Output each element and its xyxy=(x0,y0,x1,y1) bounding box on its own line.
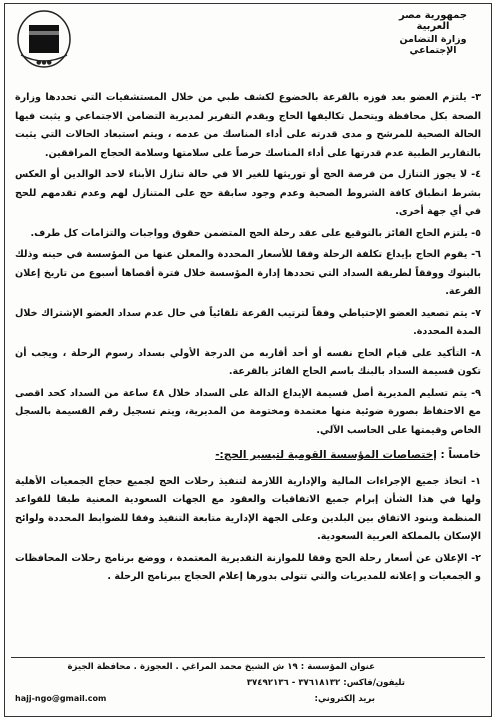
clause-3: ٣- يلتزم العضو بعد فوزه بالقرعة بالخضوع لكشف طبي من خلال المستشفيات التي تحددها وزارة الصحة بكل محافظة ويتحمل تكاليفها الحاج ويقدم التقرير لمديرية التضامن الاجتماعي و يثبت فيها الحالة الصحية للمرشح و مدى قدرته على أداء المناسك من عدمه ، ويتم استبعاد الحالات التي يثبت بالتقارير الطبية عدم قدرتها على أداء المناسك حرصاً على سلامتها وسلامة الحجاج المرافقين. xyxy=(15,92,481,159)
page-footer xyxy=(11,657,485,712)
footer-email-label: بريد إلكتروني: xyxy=(314,694,375,704)
letterhead xyxy=(383,10,483,56)
footer-phones: تليفون/فاكس: ٣٧٦١٨١٣٢ - ٣٧٤٩٢١٣٦ xyxy=(246,678,405,688)
footer-address: عنوان المؤسسة : ١٩ ش الشيخ محمد المراغي . العجوزة . محافظة الجيزة xyxy=(67,662,375,672)
clause-8: ٨- التأكيد على قيام الحاج نفسه أو أحد أقاربه من الدرجة الأولي بسداد رسوم الرحلة ، ويجب أن تكون قسيمة السداد بالبنك باسم الحاج الفائز بالقرعة. xyxy=(15,347,481,377)
section-prefix: خامساً : xyxy=(440,449,481,461)
document-page xyxy=(4,3,492,717)
svg-text:●●●: ●●● xyxy=(36,59,52,66)
clause-9: ٩- يتم تسليم المديرية أصل قسيمة الإيداع الدالة على السداد خلال ٤٨ ساعة من السداد كحد اقصى مع الاحتفاظ بصورة ضوئية منها معتمدة ومختومة من المديرية، ويتم تسجيل رقم القسيمة بالسجل الخاص وقيمتها على الحاسب الآلي. xyxy=(15,387,481,436)
section-title: إختصاصات المؤسسة القومية لتيسير الحج:- xyxy=(215,449,437,461)
kaaba-logo-icon xyxy=(15,9,73,73)
clause-7: ٧- يتم تصعيد العضو الإحتياطي وفقاً لترتيب القرعة تلقائياً في حال عدم سداد العضو الإشتراك خلال المدة المحددة. xyxy=(15,307,481,337)
document-body xyxy=(15,89,481,590)
clause-5: ٥- يلتزم الحاج الفائز بالتوقيع على عقد رحلة الحج المتضمن حقوق وواجبات والتزامات كل طرف. xyxy=(30,227,481,239)
footer-email[interactable]: hajj-ngo@gmail.com xyxy=(15,694,107,703)
section-clause-1: ١- اتخاذ جميع الإجراءات المالية والإدارية اللازمة لتنفيذ رحلات الحج لجميع حجاج الجمعيات الأهلية ولها في هذا الشأن إبرام جميع الاتفاقيات والعقود مع الجهات السعودية المعنية طبقا للقواعد المنظمة وبنود الاتفاق بين البلدين وعلى الجهة الإدارية متابعة التنفيذ وفقا للضوابط المحددة ولوائح الإسكان بالمملكة العربية السعودية. xyxy=(15,475,481,542)
clause-4: ٤- لا يجوز التنازل من فرصة الحج أو توريثها للغير الا في حالة تنازل الأبناء لاحد الوالدين أو العكس بشرط انطباق كافة الشروط الصحية وعدم وجود سابقة حج على المتنازل لهم وعدم تقدمهم للحج في أي جهة أخرى. xyxy=(15,169,481,217)
clause-6: ٦- يقوم الحاج بإيداع تكلفة الرحلة وفقا للأسعار المحددة والمعلن عنها من المؤسسة في حينه وذلك بالبنوك ووفقاً لطريقة السداد التي تحددها إدارة المؤسسة خلال فترة أقصاها أسبوع من تاريخ إعلان القرعة. xyxy=(15,249,481,297)
section-heading xyxy=(15,446,481,465)
section-clause-2: ٢- الإعلان عن أسعار رحلة الحج وفقا للموازنة التقديرية المعتمدة ، ووضع برنامج رحلات المحافظات و الجمعيات و إعلانه للمديريات والتي تتولى بدورها إعلام الحجاج ببرنامج الرحلة . xyxy=(15,552,481,582)
header-ministry: وزارة التضامن الإجتماعي xyxy=(399,34,467,56)
header-country: جمهورية مصر العربية xyxy=(398,10,468,32)
